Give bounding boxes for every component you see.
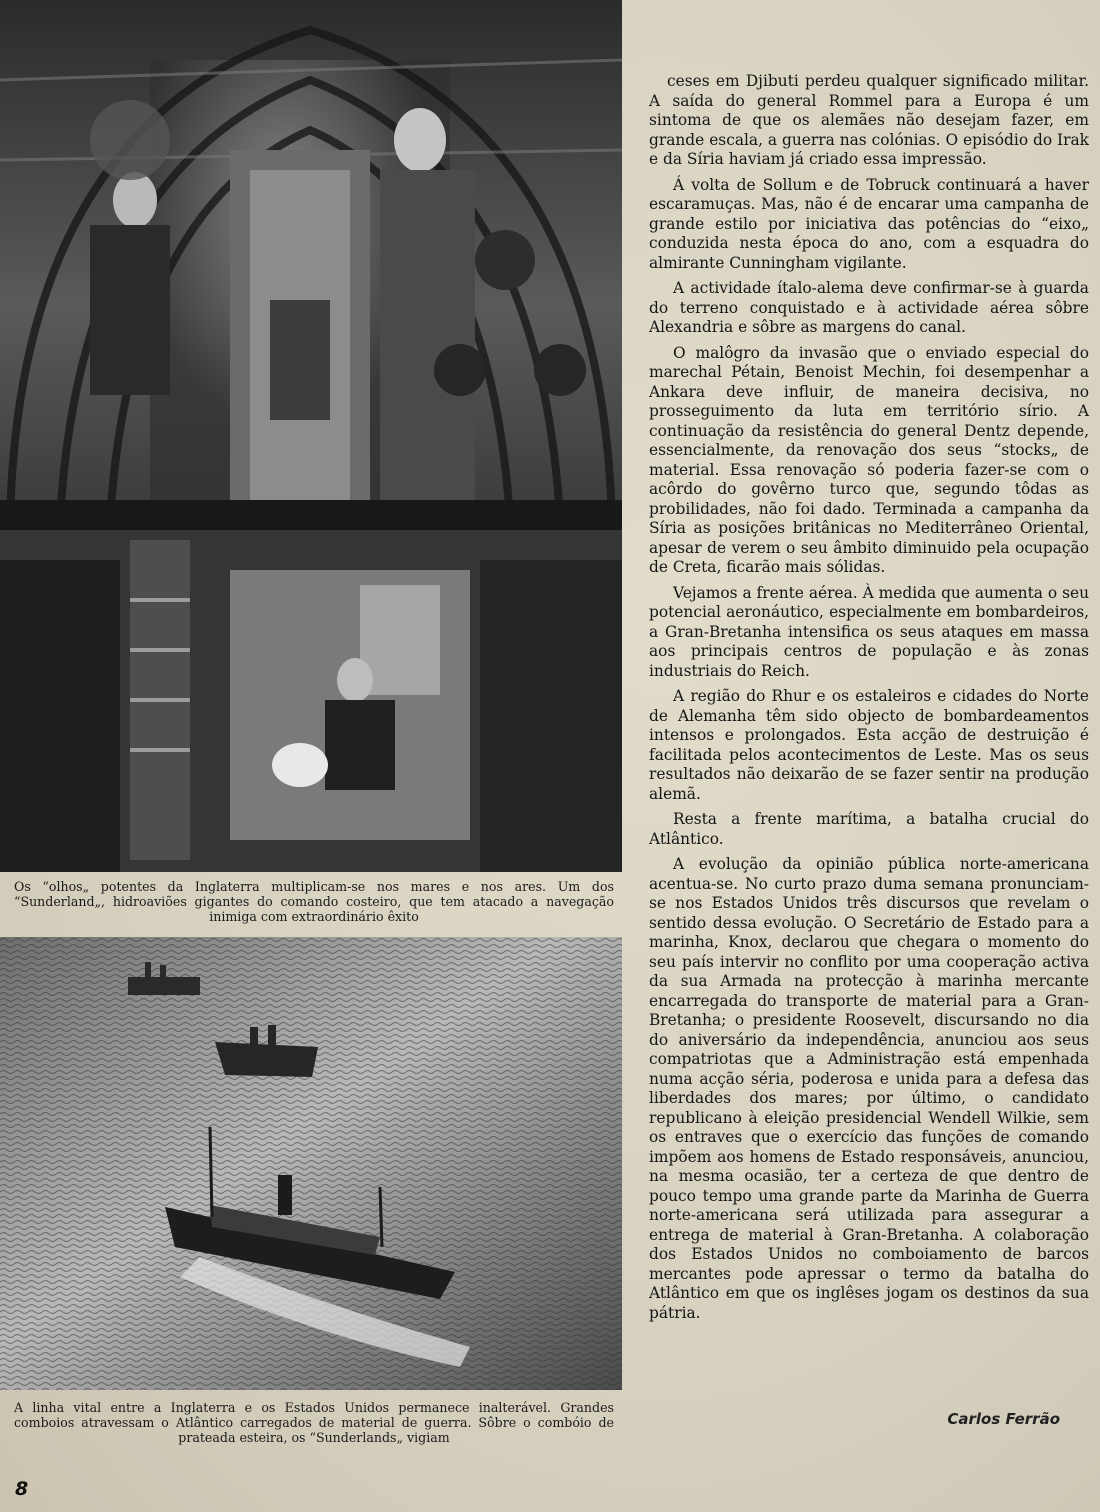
article-author: Carlos Ferrão [947, 1410, 1060, 1428]
photo-atlantic-convoy-image [0, 937, 622, 1390]
article-paragraph-1: ceses em Djibuti perdeu qualquer significado militar. A saída do general Rommel para a Europa é um sintoma de que os alemães não desejam fazer, em grande escala, a guerra nas colónias. O episódio do Irak e da Síria haviam já criado essa impressão. [649, 72, 1089, 168]
photo-caption-top: Os “olhos„ potentes da Inglaterra multiplicam-se nos mares e nos ares. Um dos “Sunderland„, hidroaviões gigantes do comando costeiro, que tem atacado a navegação inimiga com extraordinário êxito [14, 879, 614, 924]
article-body [649, 72, 1089, 1329]
article-paragraph-5: Vejamos a frente aérea. À medida que aumenta o seu potencial aeronáutico, especialmente em bombardeiros, a Gran-Bretanha intensifica os seus ataques em massa aos principais centros de população e às zonas industriais do Reich. [649, 583, 1089, 680]
page-number: 8 [15, 1478, 29, 1500]
photo-sunderland-interior [0, 0, 622, 872]
article-paragraph-2: Á volta de Sollum e de Tobruck continuará a haver escaramuças. Mas, não é de encarar uma campanha de grande estilo por iniciativa das potências do “eixo„ conduzida nesta época do ano, com a esquadra do almirante Cunningham vigilante. [649, 175, 1089, 272]
photo-sunderland-interior-image [0, 0, 622, 872]
photo-caption-bottom: A linha vital entre a Inglaterra e os Estados Unidos permanece inalterável. Grandes comboios atravessam o Atlântico carregados de material de guerra. Sôbre o combóio de prateada esteira, os “Sunderlands„ vigiam [14, 1400, 614, 1445]
article-paragraph-4: O malôgro da invasão que o enviado especial do marechal Pétain, Benoist Mechin, foi desempenhar a Ankara deve influir, de maneira decisiva, no prosseguimento da luta em território sírio. A continuação da resistência do general Dentz depende, essencialmente, da renovação dos seus “stocks„ de material. Essa renovação só poderia fazer-se com o acôrdo do govêrno turco que, segundo tôdas as probilidades, não foi dado. Terminada a campanha da Síria as posições britânicas no Mediterrâneo Oriental, apesar de verem o seu âmbito diminuido pela ocupação de Creta, ficarão mais sólidas. [649, 343, 1089, 576]
article-paragraph-6: A região do Rhur e os estaleiros e cidades do Norte de Alemanha têm sido objecto de bombardeamentos intensos e prolongados. Esta acção de destruição é facilitada pelos acontecimentos de Leste. Mas os seus resultados não deixarão de se fazer sentir na produção alemã. [649, 687, 1089, 803]
article-paragraph-3: A actividade ítalo-alema deve confirmar-se à guarda do terreno conquistado e à actividade aérea sôbre Alexandria e sôbre as margens do canal. [649, 279, 1089, 336]
article-paragraph-8: A evolução da opinião pública norte-americana acentua-se. No curto prazo duma semana pronunciam-se nos Estados Unidos três discursos que revelam o sentido dessa evolução. O Secretário de Estado para a marinha, Knox, declarou que chegara o momento do seu país intervir no conflito por uma cooperação activa da sua Armada na protecção à marinha mercante encarregada do transporte de material para a Gran-Bretanha; o presidente Roosevelt, discursando no dia do aniversário da independência, anunciou aos seus compatriotas que a Administração está empenhada numa acção séria, poderosa e unida para a defesa das liberdades dos mares; por último, o candidato republicano à eleição presidencial Wendell Wilkie, sem os entraves que o exercício das funções de comando impõem aos homens de Estado responsáveis, anunciou, na mesma ocasião, ter a certeza de que dentro de pouco tempo uma grande parte da Marinha de Guerra norte-americana será utilizada para assegurar a entrega de material à Gran-Bretanha. A colaboração dos Estados Unidos no comboiamento de barcos mercantes pode apressar o termo da batalha do Atlântico em que os inglêses jogam os destinos da sua pátria. [649, 855, 1089, 1322]
article-paragraph-7: Resta a frente marítima, a batalha crucial do Atlântico. [649, 810, 1089, 848]
photo-atlantic-convoy [0, 937, 622, 1390]
